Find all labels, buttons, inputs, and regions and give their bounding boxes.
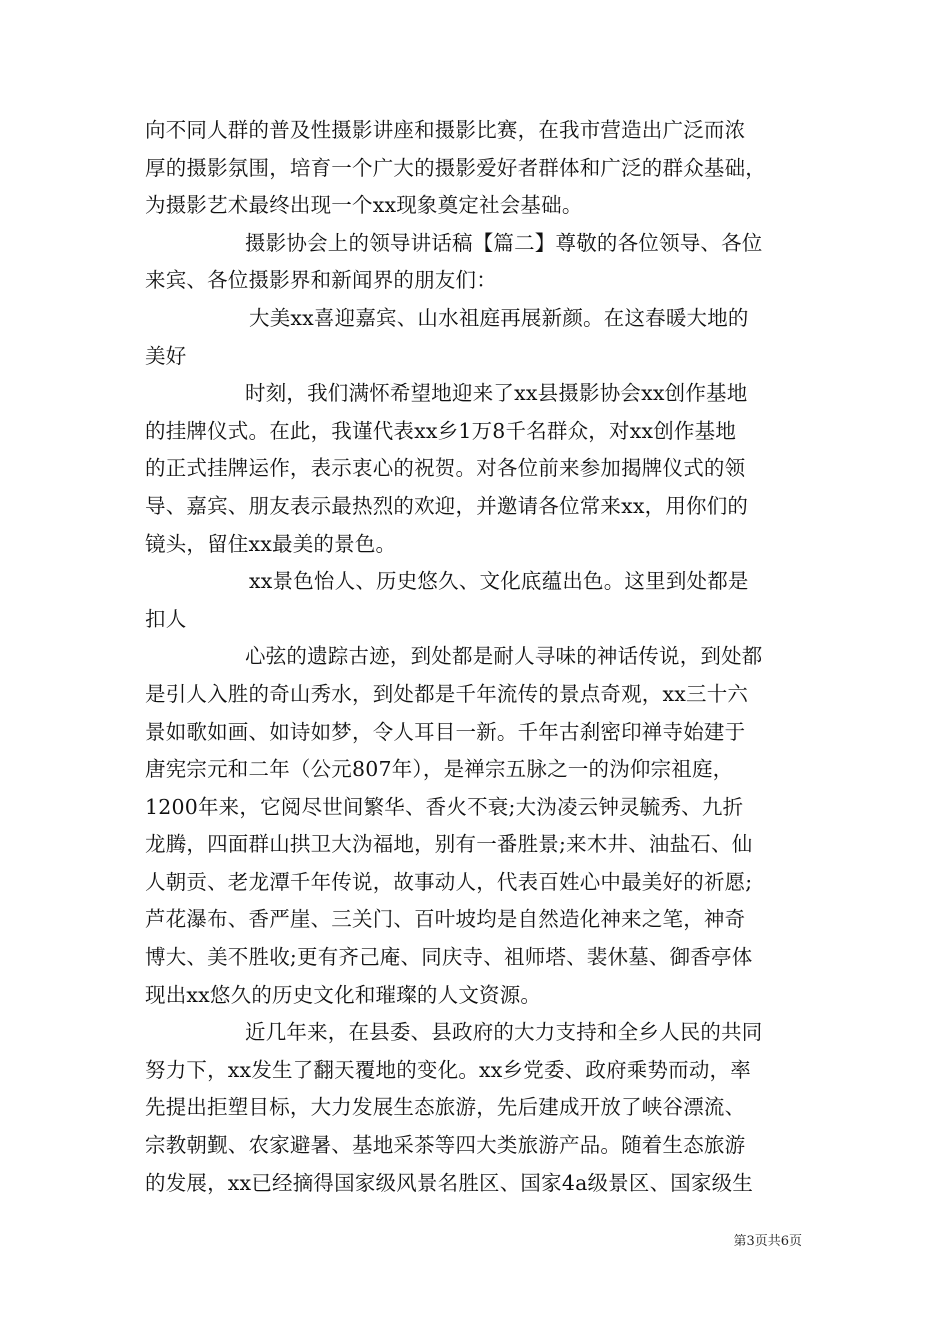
text-line: 时刻，我们满怀希望地迎来了xx县摄影协会xx创作基地: [245, 381, 748, 406]
text-line: 的挂牌仪式。在此，我谨代表xx乡1万8千名群众，对xx创作基地: [145, 418, 737, 443]
text-line: 努力下，xx发生了翻天覆地的变化。xx乡党委、政府乘势而动，率: [145, 1057, 751, 1082]
text-line: 现出xx悠久的历史文化和璀璨的人文资源。: [145, 982, 542, 1007]
text-line: 心弦的遗踪古迹，到处都是耐人寻味的神话传说，到处都: [245, 644, 763, 669]
text-line: 来宾、各位摄影界和新闻界的朋友们：: [145, 268, 497, 293]
text-line: 导、嘉宾、朋友表示最热烈的欢迎，并邀请各位常来xx，用你们的: [145, 493, 749, 518]
text-line: 摄影协会上的领导讲话稿【篇二】尊敬的各位领导、各位: [245, 230, 763, 255]
document-body: [145, 112, 813, 1202]
text-line: 先提出拒塑目标，大力发展生态旅游，先后建成开放了峡谷漂流、: [145, 1095, 746, 1120]
text-line: 向不同人群的普及性摄影讲座和摄影比赛，在我市营造出广泛而浓: [145, 118, 746, 142]
text-line: 龙腾，四面群山拱卫大沩福地，别有一番胜景;来木井、油盐石、仙: [145, 832, 753, 857]
text-line: 芦花瀑布、香严崖、三关门、百叶坡均是自然造化神来之笔，神奇: [145, 907, 746, 932]
text-line: 扣人: [145, 606, 187, 631]
text-line: 1200年来，它阅尽世间繁华、香火不衰;大沩凌云钟灵毓秀、九折: [145, 794, 744, 819]
page-number-footer: 第3页共6页: [733, 1234, 802, 1249]
text-line: 厚的摄影氛围，培育一个广大的摄影爱好者群体和广泛的群众基础，: [145, 155, 766, 180]
text-line: 唐宪宗元和二年（公元807年），是禅宗五脉之一的沩仰宗祖庭，: [145, 757, 734, 782]
text-line: 镜头，留住xx最美的景色。: [145, 531, 397, 556]
text-line: 景如歌如画、如诗如梦，令人耳目一新。千年古刹密印禅寺始建于: [145, 719, 746, 744]
text-line: xx景色怡人、历史悠久、文化底蕴出色。这里到处都是: [249, 569, 749, 594]
text-line: 的发展，xx已经摘得国家级风景名胜区、国家4a级景区、国家级生: [145, 1170, 754, 1195]
text-line: 人朝贡、老龙潭千年传说，故事动人，代表百姓心中最美好的祈愿;: [145, 869, 753, 894]
text-line: 为摄影艺术最终出现一个xx现象奠定社会基础。: [145, 193, 583, 218]
text-line: 美好: [145, 343, 187, 368]
text-line: 的正式挂牌运作，表示衷心的祝贺。对各位前来参加揭牌仪式的领: [145, 456, 746, 481]
text-line: 近几年来，在县委、县政府的大力支持和全乡人民的共同: [245, 1020, 763, 1045]
text-line: 是引人入胜的奇山秀水，到处都是千年流传的景点奇观，xx三十六: [145, 681, 749, 706]
text-line: 博大、美不胜收;更有齐己庵、同庆寺、祖师塔、裴休墓、御香亭体: [145, 945, 753, 970]
text-line: 宗教朝觐、农家避暑、基地采茶等四大类旅游产品。随着生态旅游: [145, 1133, 746, 1158]
text-line: 大美xx喜迎嘉宾、山水祖庭再展新颜。在这春暖大地的: [249, 305, 749, 330]
